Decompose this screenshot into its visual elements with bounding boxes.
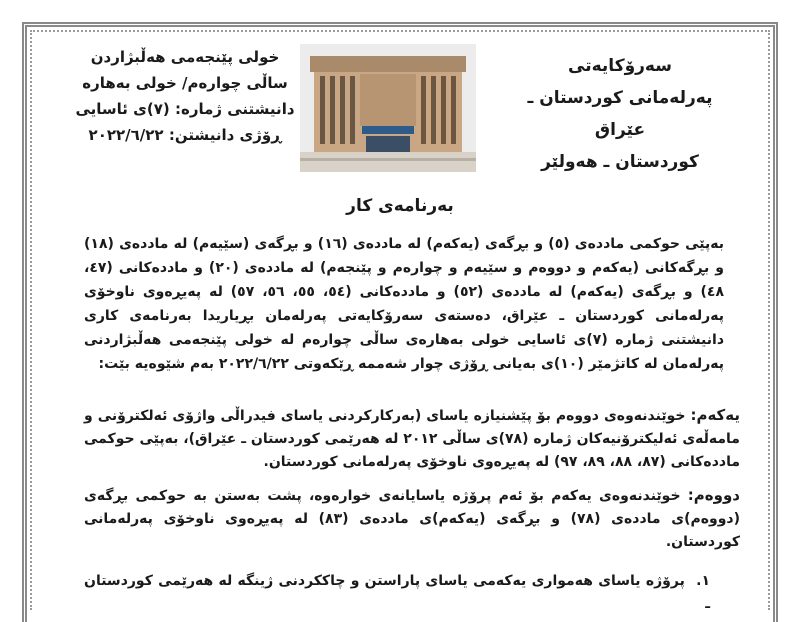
agenda-subitem-1-text: پرۆژە یاسای هەمواری یەكەمی یاسای پاراستن و چاككردنی ژینگە لە هەرێمی كوردستان ـ	[84, 573, 710, 612]
agenda-item-second-lead: دووەم:	[687, 486, 740, 504]
agenda-subitem-1-number: ١.	[696, 573, 711, 589]
agenda-item-second	[84, 484, 740, 554]
header-session-line4: ڕۆژی دانیشتن: ٢٠٢٢/٦/٢٢	[88, 126, 282, 144]
agenda-item-first	[84, 404, 740, 474]
header-session-line3: دانیشتنی ژمارە: (٧)ی ئاسایی	[75, 100, 295, 118]
agenda-item-first-lead: یەكەم:	[690, 406, 741, 424]
header-session-line2: ساڵی چوارەم/ خولی بەهارە	[82, 74, 288, 92]
header-presidency	[500, 50, 740, 178]
header-session-info	[65, 44, 305, 148]
agenda-item-second-text: خوێندنەوەی یەكەم بۆ ئەم پرۆژە یاسایانەی خوارەوە، پشت بەستن بە حوكمی بڕگەی (دووەم)ی ماددەی (٧٨) و بڕگەی (یەكەم)ی ماددەی (٨٣) لە پەیڕەوی ناوخۆی پەرلەمانی كوردستان.	[84, 488, 740, 550]
parliament-building-image	[300, 44, 476, 172]
header-session-line1: خولی پێنجەمی هەڵبژاردن	[90, 48, 280, 66]
header-presidency-line2: پەرلەمانی كوردستان ـ عێراق	[527, 88, 713, 140]
agenda-title: بەرنامەی كار	[346, 196, 454, 216]
intro-paragraph: بەپێی حوكمی ماددەی (٥) و بڕگەی (یەكەم) لە ماددەی (١٦) و بڕگەی (سێیەم) لە ماددەی (١٨) و بڕگەكانی (یەكەم و دووەم و سێیەم و چوارەم و پێنجەم) لە ماددەی (٢٠) و ماددەكانی (٤٧، ٤٨) و بڕگەی (یەكەم) لە ماددەی (٥٢) و ماددەكانی (٥٤، ٥٥، ٥٦، ٥٧) لە پەیڕەوی ناوخۆی پەرلەمانی كوردستان ـ عێراق، دەستەی سەرۆكایەتی پەرلەمان بڕیاریدا بەرنامەی كاری دانیشتنی ژمارە (٧)ی ئاسایی خولی بەهارەی ساڵی چوارەم لە خولی پێنجەمی هەڵبژاردنی پەرلەمان لە كاتژمێر (١٠)ی بەیانی ڕۆژی چوار شەممە ڕێكەوتی ٢٠٢٢/٦/٢٢ بەم شێوەیە بێت:	[84, 236, 725, 372]
agenda-item-first-text: خوێندنەوەی دووەم بۆ پێشنیازە یاسای (بەركاركردنی یاسای فیدراڵی واژۆی ئەلكترۆنی و مامەڵەی ئەلیكترۆنیەكان ژمارە (٧٨)ی ساڵی ٢٠١٢ لە هەرێمی كوردستان ـ عێراق)، بەپێی حوكمی ماددەكانی (٨٧، ٨٨، ٨٩، ٩٧) لە پەیڕەوی ناوخۆی پەرلەمانی كوردستان.	[84, 408, 740, 470]
agenda-subitem-1	[84, 570, 710, 616]
header-presidency-line3: كوردستان ـ هەولێر	[541, 152, 699, 172]
header-presidency-line1: سەرۆكایەتی	[568, 56, 672, 76]
